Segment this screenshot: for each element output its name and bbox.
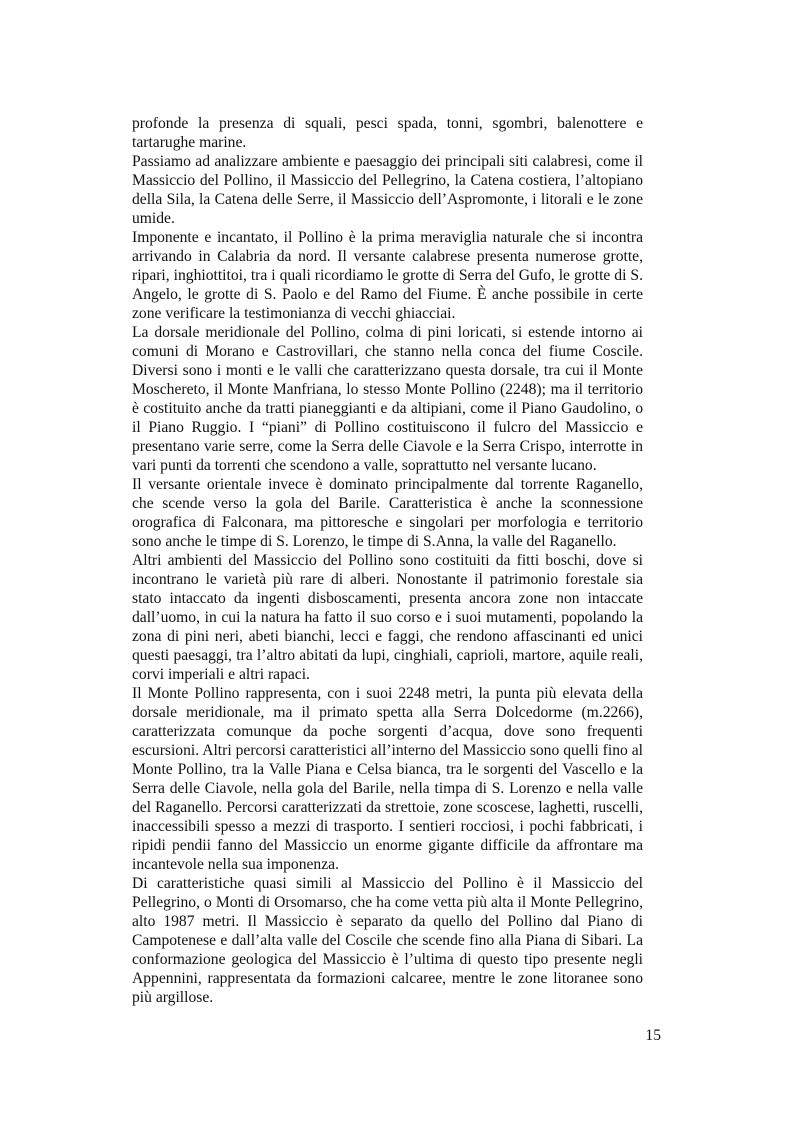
page-number: 15 [645, 1027, 661, 1044]
paragraph: profonde la presenza di squali, pesci spada, tonni, sgombri, balenottere e tartarughe marine. [132, 115, 643, 151]
paragraph: Il versante orientale invece è dominato principalmente dal torrente Raganello, che scende verso la gola del Barile. Caratteristica è anche la sconnessione orografica di Falconara, ma pittoresche e singolari per morfologia e territorio sono anche le timpe di S. Lorenzo, le timpe di S.Anna, la valle del Raganello. [132, 476, 643, 550]
paragraph: La dorsale meridionale del Pollino, colma di pini loricati, si estende intorno ai comuni di Morano e Castrovillari, che stanno nella conca del fiume Coscile. Diversi sono i monti e le valli che caratterizzano questa dorsale, tra cui il Monte Moschereto, il Monte Manfriana, lo stesso Monte Pollino (2248); ma il territorio è costituito anche da tratti pianeggianti e da altipiani, come il Piano Gaudolino, o il Piano Ruggio. I “piani” di Pollino costituiscono il fulcro del Massiccio e presentano varie serre, come la Serra delle Ciavole e la Serra Crispo, interrotte in vari punti da torrenti che scendono a valle, soprattutto nel versante lucano. [132, 324, 643, 474]
paragraph: Passiamo ad analizzare ambiente e paesaggio dei principali siti calabresi, come il Massiccio del Pollino, il Massiccio del Pellegrino, la Catena costiera, l’altopiano della Sila, la Catena delle Serre, il Massiccio dell’Aspromonte, i litorali e le zone umide. [132, 153, 643, 227]
body-text [132, 114, 643, 1007]
paragraph: Il Monte Pollino rappresenta, con i suoi 2248 metri, la punta più elevata della dorsale meridionale, ma il primato spetta alla Serra Dolcedorme (m.2266), caratterizzata comunque da poche sorgenti d’acqua, dove sono frequenti escursioni. Altri percorsi caratteristici all’interno del Massiccio sono quelli fino al Monte Pollino, tra la Valle Piana e Celsa bianca, tra le sorgenti del Vascello e la Serra delle Ciavole, nella gola del Barile, nella timpa di S. Lorenzo e nella valle del Raganello. Percorsi caratterizzati da strettoie, zone scoscese, laghetti, ruscelli, inaccessibili spesso a mezzi di trasporto. I sentieri rocciosi, i pochi fabbricati, i ripidi pendii fanno del Massiccio un enorme gigante difficile da affrontare ma incantevole nella sua imponenza. [132, 685, 643, 873]
paragraph: Di caratteristiche quasi simili al Massiccio del Pollino è il Massiccio del Pellegrino, o Monti di Orsomarso, che ha come vetta più alta il Monte Pellegrino, alto 1987 metri. Il Massiccio è separato da quello del Pollino dal Piano di Campotenese e dall’alta valle del Coscile che scende fino alla Piana di Sibari. La conformazione geologica del Massiccio è l’ultima di questo tipo presente negli Appennini, rappresentata da formazioni calcaree, mentre le zone litoranee sono più argillose. [132, 875, 643, 1006]
paragraph: Imponente e incantato, il Pollino è la prima meraviglia naturale che si incontra arrivando in Calabria da nord. Il versante calabrese presenta numerose grotte, ripari, inghiottitoi, tra i quali ricordiamo le grotte di Serra del Gufo, le grotte di S. Angelo, le grotte di S. Paolo e del Ramo del Fiume. È anche possibile in certe zone verificare la testimonianza di vecchi ghiacciai. [132, 229, 643, 322]
paragraph: Altri ambienti del Massiccio del Pollino sono costituiti da fitti boschi, dove si incontrano le varietà più rare di alberi. Nonostante il patrimonio forestale sia stato intaccato da ingenti disboscamenti, presenta ancora zone non intaccate dall’uomo, in cui la natura ha fatto il suo corso e i suoi mutamenti, popolando la zona di pini neri, abeti bianchi, lecci e faggi, che rendono affascinanti ed unici questi paesaggi, tra l’altro abitati da lupi, cinghiali, caprioli, martore, aquile reali, corvi imperiali e altri rapaci. [132, 552, 643, 683]
